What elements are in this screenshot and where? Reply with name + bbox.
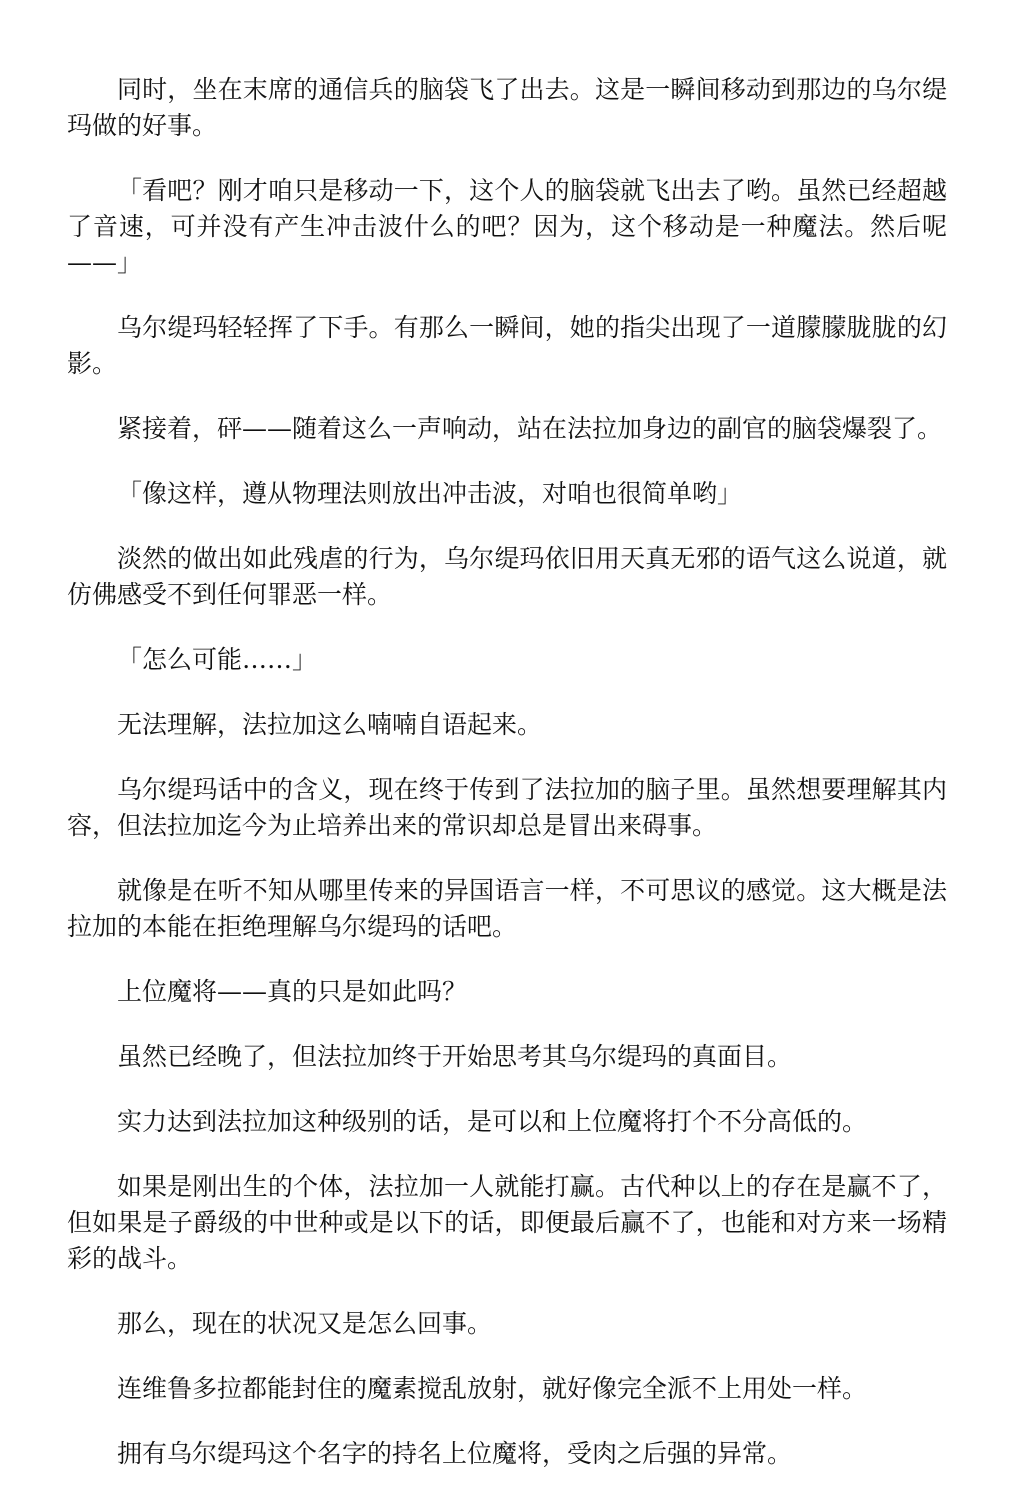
paragraph: 如果是刚出生的个体，法拉加一人就能打赢。古代种以上的存在是赢不了，但如果是子爵级的中世种或是以下的话，即便最后赢不了，也能和对方来一场精彩的战斗。 (67, 1172, 947, 1273)
paragraph: 乌尔缇玛轻轻挥了下手。有那么一瞬间，她的指尖出现了一道朦朦胧胧的幻影。 (67, 313, 947, 378)
paragraph: 「怎么可能……」 (117, 645, 318, 674)
paragraph: 实力达到法拉加这种级别的话，是可以和上位魔将打个不分高低的。 (117, 1107, 868, 1136)
paragraph: 「看吧？刚才咱只是移动一下，这个人的脑袋就飞出去了哟。虽然已经超越了音速，可并没有产生冲击波什么的吧？因为，这个移动是一种魔法。然后呢——」 (67, 176, 947, 277)
paragraph: 「像这样，遵从物理法则放出冲击波，对咱也很简单哟」 (117, 479, 743, 508)
paragraph: 虽然已经晚了，但法拉加终于开始思考其乌尔缇玛的真面目。 (117, 1042, 793, 1071)
document-page (67, 72, 947, 1501)
paragraph: 拥有乌尔缇玛这个名字的持名上位魔将，受肉之后强的异常。 (117, 1439, 793, 1468)
paragraph: 那么，现在的状况又是怎么回事。 (117, 1309, 493, 1338)
paragraph: 无法理解，法拉加这么喃喃自语起来。 (117, 710, 543, 739)
paragraph: 上位魔将——真的只是如此吗？ (117, 977, 468, 1006)
paragraph: 紧接着，砰——随着这么一声响动，站在法拉加身边的副官的脑袋爆裂了。 (117, 414, 943, 443)
paragraph: 淡然的做出如此残虐的行为，乌尔缇玛依旧用天真无邪的语气这么说道，就仿佛感受不到任何罪恶一样。 (67, 544, 947, 609)
paragraph: 同时，坐在末席的通信兵的脑袋飞了出去。这是一瞬间移动到那边的乌尔缇玛做的好事。 (67, 75, 947, 140)
paragraph: 就像是在听不知从哪里传来的异国语言一样，不可思议的感觉。这大概是法拉加的本能在拒绝理解乌尔缇玛的话吧。 (67, 876, 947, 941)
paragraph: 乌尔缇玛话中的含义，现在终于传到了法拉加的脑子里。虽然想要理解其内容，但法拉加迄今为止培养出来的常识却总是冒出来碍事。 (67, 775, 947, 840)
paragraph: 连维鲁多拉都能封住的魔素搅乱放射，就好像完全派不上用处一样。 (117, 1374, 868, 1403)
